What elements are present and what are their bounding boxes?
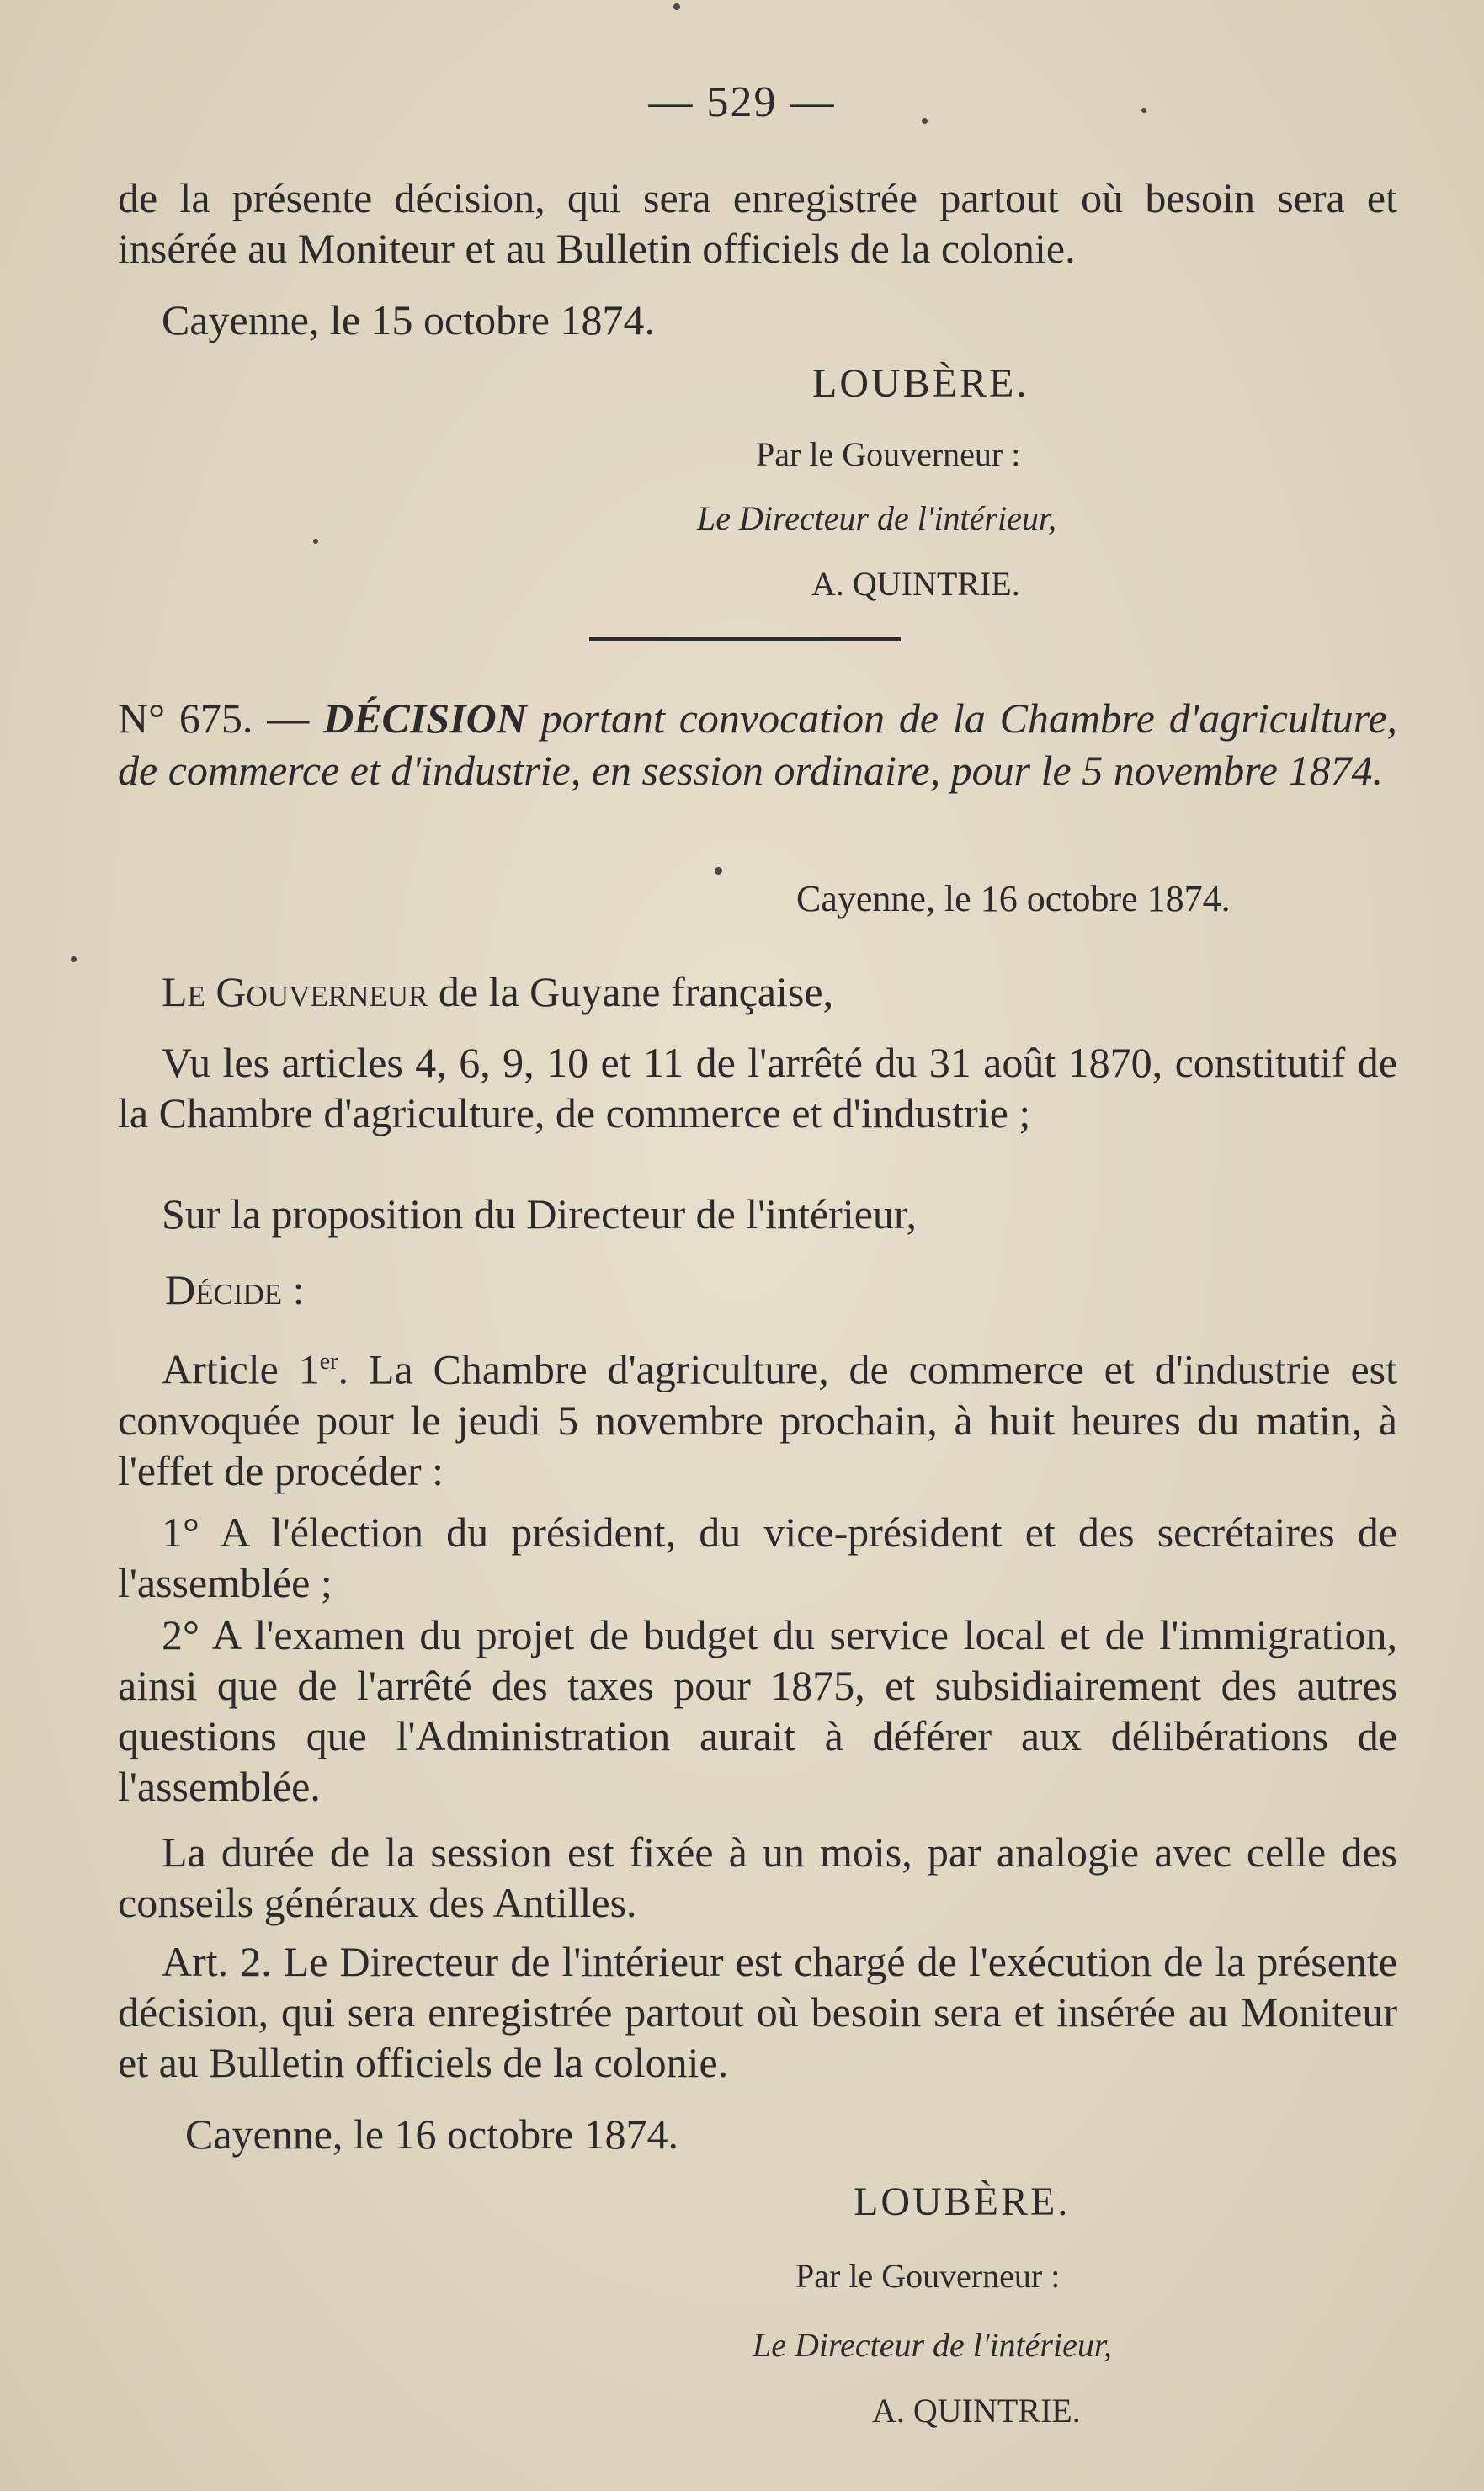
previous-decision-closing-paragraph: de la présente décision, qui sera enregistrée partout où besoin sera et insérée au Moniteur et au Bulletin officiels de la colonie. [118, 174, 1397, 272]
previous-decision-title-line: Le Directeur de l'intérieur, [697, 499, 1056, 537]
previous-decision-by-line: Par le Gouverneur : [756, 435, 1021, 473]
article-1-text: . La Chambre d'agriculture, de commerce et d'industrie est convoquée pour le jeudi 5 novembre prochain, à huit heures du matin, à l'effet de procéder : [118, 1345, 1398, 1494]
decision-subject: portant convocation de la Chambre d'agriculture, de commerce et d'industrie, en session ordinaire, pour le 5 novembre 1874. [118, 695, 1398, 794]
duree-paragraph: La durée de la session est fixée à un mois, par analogie avec celle des conseils généraux des Antilles. [118, 1828, 1397, 1926]
decision-closing-date: Cayenne, le 16 octobre 1874. [185, 2110, 678, 2158]
decision-countersign: A. QUINTRIE. [872, 2392, 1081, 2430]
article-1-paragraph [118, 1337, 1397, 1496]
article-2-paragraph: Art. 2. Le Directeur de l'intérieur est chargé de l'exécution de la présente décision, qui sera enregistrée partout où besoin sera et insérée au Moniteur et au Bulletin officiels de la colonie. [118, 1938, 1397, 2086]
opening-rest: de la Guyane française, [438, 968, 834, 1015]
item-2-paragraph: 2° A l'examen du projet de budget du service local et de l'immigration, ainsi que de l'arrêté des taxes pour 1875, et subsidiairement des autres questions que l'Administration aurait à déférer aux délibérations de l'assemblée. [118, 1611, 1397, 1810]
article-1-superscript: er [319, 1349, 338, 1375]
item-1-paragraph: 1° A l'élection du président, du vice-président et des secrétaires de l'assemblée ; [118, 1509, 1397, 1606]
sur-paragraph: Sur la proposition du Directeur de l'intérieur, [162, 1190, 918, 1238]
decision-word: DÉCISION [323, 695, 527, 742]
opening-line [162, 966, 833, 1017]
decision-by-line: Par le Gouverneur : [795, 2257, 1061, 2295]
scan-speck [313, 539, 318, 544]
separator-rule [589, 637, 901, 641]
decision-number: N° 675. [118, 695, 253, 742]
scan-speck [922, 118, 928, 124]
decide-label: Décide : [165, 1266, 305, 1313]
scan-speck [715, 867, 722, 875]
previous-decision-signatory: LOUBÈRE. [812, 361, 1029, 406]
scan-speck [673, 3, 680, 10]
decision-date: Cayenne, le 16 octobre 1874. [796, 878, 1231, 919]
decision-title-line: Le Directeur de l'intérieur, [753, 2326, 1112, 2364]
previous-decision-countersign: A. QUINTRIE. [811, 565, 1020, 603]
decision-dash: — [267, 695, 310, 742]
decision-heading [118, 692, 1397, 796]
page-number: — 529 — [648, 78, 836, 126]
vu-paragraph: Vu les articles 4, 6, 9, 10 et 11 de l'arrêté du 31 août 1870, constitutif de la Chambre d'agriculture, de commerce et d'industrie ; [118, 1039, 1397, 1136]
article-1-label: Article 1 [162, 1345, 320, 1393]
scan-speck [1141, 108, 1146, 113]
previous-decision-date: Cayenne, le 15 octobre 1874. [162, 296, 655, 343]
decision-signatory: LOUBÈRE. [854, 2180, 1071, 2224]
scan-speck [71, 956, 77, 962]
opening-label: Le Gouverneur [162, 968, 428, 1015]
